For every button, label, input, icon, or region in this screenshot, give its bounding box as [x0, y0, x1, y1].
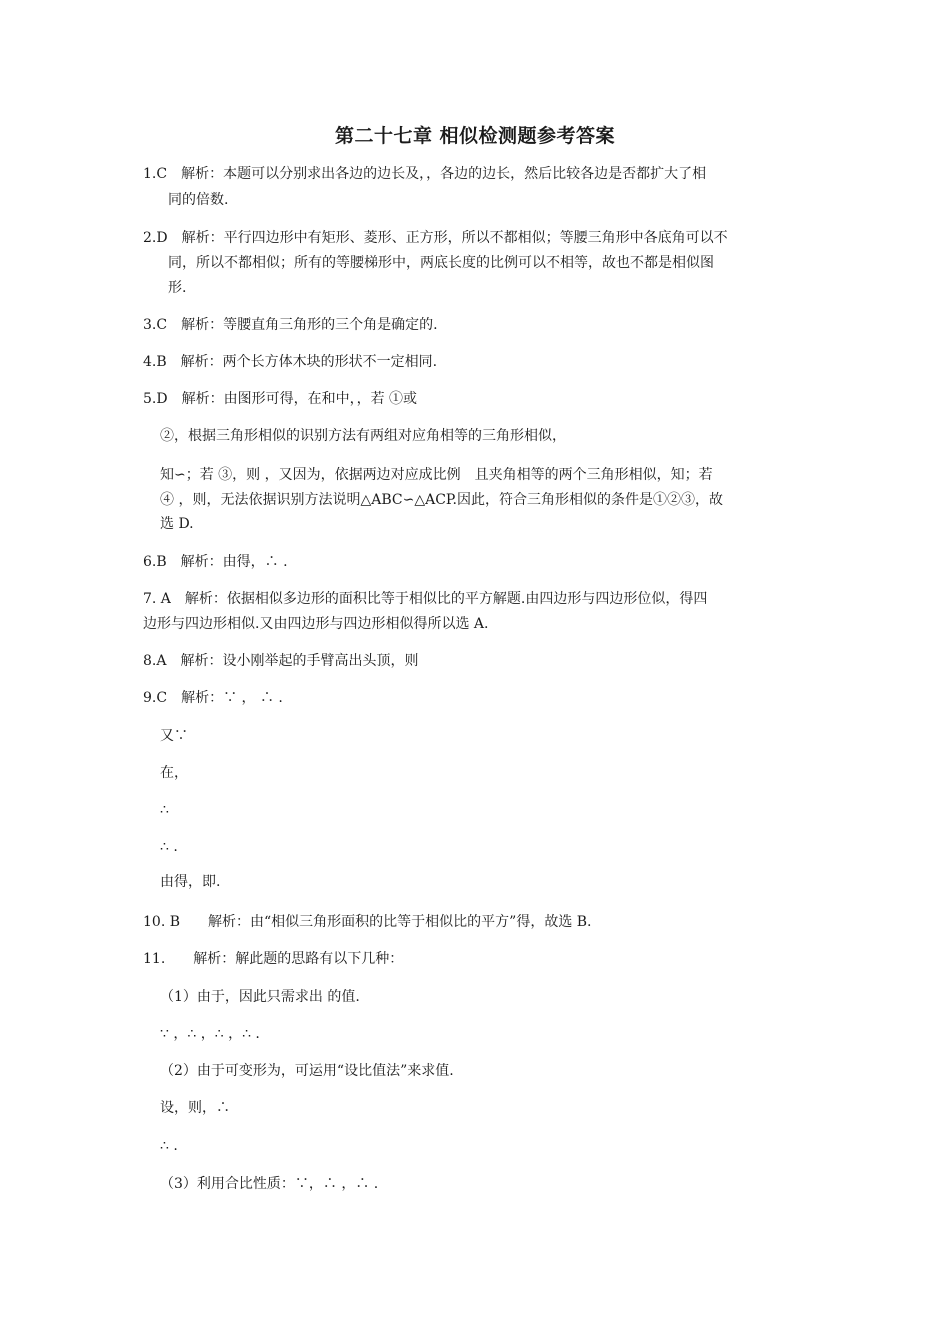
answer-1-line-1: 1.C 解析：本题可以分别求出各边的边长及，，各边的边长，然后比较各边是否都扩大了相 [143, 166, 707, 182]
answer-2-line-2: 同，所以不都相似；所有的等腰梯形中，两底长度的比例可以不相等，故也不都是相似图 [168, 255, 714, 271]
answer-3-line: 3.C 解析：等腰直角三角形的三个角是确定的. [143, 317, 438, 333]
answer-11-line-4: （2）由于可变形为，可运用“设比值法”来求值. [160, 1063, 454, 1079]
answer-9-line-4: ∴ [160, 802, 169, 818]
answer-9-line-6: 由得，即. [160, 874, 221, 890]
answer-8-line: 8.A 解析：设小刚举起的手臂高出头顶，则 [143, 653, 419, 669]
answer-6-line: 6.B 解析：由得，∴ . [143, 554, 288, 570]
answer-5-line-2: ②，根据三角形相似的识别方法有两组对应角相等的三角形相似， [160, 428, 566, 444]
answer-11-line-2: （1）由于，因此只需求出 的值. [160, 989, 360, 1005]
answer-7-line-1: 7. A 解析：依据相似多边形的面积比等于相似比的平方解题.由四边形与四边形位似，得四 [143, 591, 708, 607]
answer-5-line-1: 5.D 解析：由图形可得，在和中，，若 ①或 [143, 391, 418, 407]
answer-9-line-1: 9.C 解析：∵ ， ∴ . [143, 690, 283, 706]
answer-11-line-5: 设，则，∴ [160, 1100, 230, 1116]
answer-5-line-3: 知∽；若 ③，则 ，又因为，依据两边对应成比例 且夹角相等的两个三角形相似，知；若 [160, 467, 713, 483]
answer-9-line-2: 又∵ [160, 728, 188, 744]
answer-5-line-4: ④ ，则，无法依据识别方法说明△ABC∽△ACP.因此，符合三角形相似的条件是①②③，故 [160, 492, 723, 508]
answer-5-line-5: 选 D. [160, 516, 194, 532]
answer-10-line: 10. B 解析：由“相似三角形面积的比等于相似比的平方”得，故选 B. [143, 914, 592, 930]
answer-11-line-7: （3）利用合比性质：∵，∴ ，∴ . [160, 1176, 379, 1192]
answer-11-line-3: ∵ ，∴ ，∴ ，∴ . [160, 1026, 260, 1042]
answer-9-line-5: ∴ . [160, 839, 178, 855]
answer-7-line-2: 边形与四边形相似.又由四边形与四边形相似得所以选 A. [143, 616, 489, 632]
answer-1-line-2: 同的倍数. [168, 192, 229, 208]
answer-4-line: 4.B 解析：两个长方体木块的形状不一定相同. [143, 354, 438, 370]
answer-2-line-3: 形. [168, 280, 187, 296]
answer-11-line-1: 11. 解析：解此题的思路有以下几种： [143, 951, 404, 967]
answer-2-line-1: 2.D 解析：平行四边形中有矩形、菱形、正方形，所以不都相似；等腰三角形中各底角可以不 [143, 230, 728, 246]
page-title: 第二十七章 相似检测题参考答案 [334, 125, 616, 147]
answer-9-line-3: 在， [160, 765, 188, 781]
answer-11-line-6: ∴ . [160, 1138, 178, 1154]
